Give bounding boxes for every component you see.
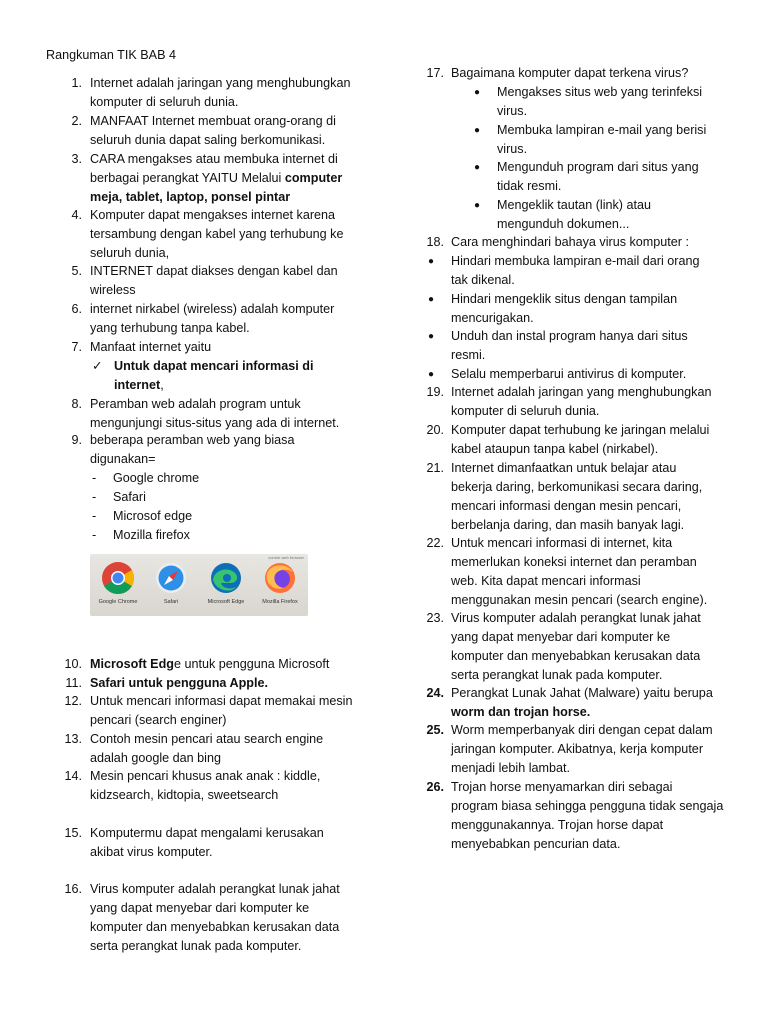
bullet-icon: ● — [474, 87, 481, 98]
bullet-icon: ● — [428, 369, 435, 380]
bullet-icon: ● — [474, 200, 481, 211]
bullet-icon: ● — [428, 294, 435, 305]
list-item: 10. Microsoft Edge untuk pengguna Microsoft — [64, 657, 330, 671]
list-item: 13. Contoh mesin pencari atau search engine adalah google dan bing — [64, 732, 324, 765]
bullet-item: ● Mengakses situs web yang terinfeksi virus. — [474, 85, 703, 118]
bullet-icon: ● — [428, 331, 435, 342]
list-item: 11. Safari untuk pengguna Apple. — [65, 676, 268, 690]
list-item: 26. Trojan horse menyamarkan diri sebagai program biasa sehingga pengguna tidak sengaja menggunakannya. Trojan horse dapat menyebabkan pencurian data. — [426, 780, 724, 851]
list-item: 23. Virus komputer adalah perangkat lunak jahat yang dapat menyebar dari komputer ke komputer dan menyebabkan kerusakan data serta perangkat lunak pada komputer. — [426, 611, 701, 682]
chrome-icon — [100, 560, 136, 596]
list-item: 17. Bagaimana komputer dapat terkena virus? — [426, 66, 689, 80]
safari-logo: Safari — [147, 560, 195, 606]
firefox-logo: Mozilla Firefox — [256, 560, 304, 606]
list-item: 5. INTERNET dapat diakses dengan kabel dan wireless — [71, 264, 338, 297]
checkmark-icon: ✓ — [92, 359, 103, 373]
bullet-item: ● Selalu memperbarui antivirus di komputer. — [428, 365, 751, 384]
browser-logos-image: contoh web browser Google Chrome Safari Microsoft Edge Mozilla Firefox — [90, 554, 308, 616]
edge-icon — [208, 560, 244, 596]
chrome-logo: Google Chrome — [94, 560, 142, 606]
dash-item: - Google chrome — [92, 471, 200, 485]
list-item: 14. Mesin pencari khusus anak anak : kiddle, kidzsearch, kidtopia, sweetsearch — [64, 769, 321, 802]
firefox-icon — [262, 560, 298, 596]
document-title: Rangkuman TIK BAB 4 — [46, 48, 176, 62]
bullet-icon: ● — [474, 125, 481, 136]
list-item: 6. internet nirkabel (wireless) adalah komputer yang terhubung tanpa kabel. — [71, 302, 335, 335]
list-item: 15. Komputermu dapat mengalami kerusakan akibat virus komputer. — [64, 826, 324, 859]
bullet-item: ● Mengeklik tautan (link) atau mengunduh dokumen... — [474, 198, 652, 231]
list-item: 2. MANFAAT Internet membuat orang-orang di seluruh dunia dapat saling berkomunikasi. — [71, 114, 336, 147]
list-item: 24. Perangkat Lunak Jahat (Malware) yaitu berupa worm dan trojan horse. — [426, 686, 713, 719]
bullet-item: ● Unduh dan instal program hanya dari situs resmi. — [428, 329, 688, 362]
list-item: 12. Untuk mencari informasi dapat memakai mesin pencari (search enginer) — [64, 694, 353, 727]
bullet-item: ● Hindari membuka lampiran e-mail dari orang tak dikenal. — [428, 254, 700, 287]
list-item: 19. Internet adalah jaringan yang menghubungkan komputer di seluruh dunia. — [426, 385, 712, 418]
list-item: 1. Internet adalah jaringan yang menghubungkan komputer di seluruh dunia. — [71, 76, 351, 109]
dash-item: - Microsof edge — [92, 509, 193, 523]
check-item: ✓ Untuk dapat mencari informasi di internet, — [92, 359, 314, 392]
list-item: 22. Untuk mencari informasi di internet, kita memerlukan koneksi internet dan peramban web. Kita dapat mencari informasi menggunakan mesin pencari (search engine). — [426, 536, 708, 607]
list-item: 25. Worm memperbanyak diri dengan cepat dalam jaringan komputer. Akibatnya, kerja komputer menjadi lebih lambat. — [426, 723, 713, 775]
dash-item: - Safari — [92, 490, 146, 504]
bullet-icon: ● — [474, 162, 481, 173]
edge-logo: Microsoft Edge — [202, 560, 250, 606]
bullet-item: ● Membuka lampiran e-mail yang berisi virus. — [474, 123, 707, 156]
bullet-icon: ● — [428, 256, 435, 267]
list-item: 7. Manfaat internet yaitu — [71, 340, 212, 354]
bullet-item: ● Hindari mengeklik situs dengan tampilan mencurigakan. — [428, 292, 678, 325]
list-item: 16. Virus komputer adalah perangkat lunak jahat yang dapat menyebar dari komputer ke komputer dan menyebabkan kerusakan data serta perangkat lunak pada komputer. — [64, 882, 340, 953]
dash-item: - Mozilla firefox — [92, 528, 190, 542]
list-item: 9. beberapa peramban web yang biasa digunakan= — [71, 433, 295, 466]
list-item: 8. Peramban web adalah program untuk mengunjungi situs-situs yang ada di internet. — [71, 397, 340, 430]
list-item: 20. Komputer dapat terhubung ke jaringan melalui kabel ataupun tanpa kabel (nirkabel). — [426, 423, 710, 456]
list-item: 4. Komputer dapat mengakses internet karena tersambung dengan kabel yang terhubung ke seluruh dunia, — [71, 208, 344, 260]
bullet-item: ● Mengunduh program dari situs yang tidak resmi. — [474, 160, 699, 193]
list-item: 3. CARA mengakses atau membuka internet di berbagai perangkat YAITU Melalui computer meja, tablet, laptop, ponsel pintar — [71, 152, 343, 204]
list-item: 21. Internet dimanfaatkan untuk belajar atau bekerja daring, berkomunikasi secara daring, mencari informasi dengan mesin pencari, berbelanja daring, dan masih banyak lagi. — [426, 461, 703, 532]
list-item: 18. Cara menghindari bahaya virus komputer : — [426, 235, 690, 249]
safari-compass-icon — [153, 560, 189, 596]
